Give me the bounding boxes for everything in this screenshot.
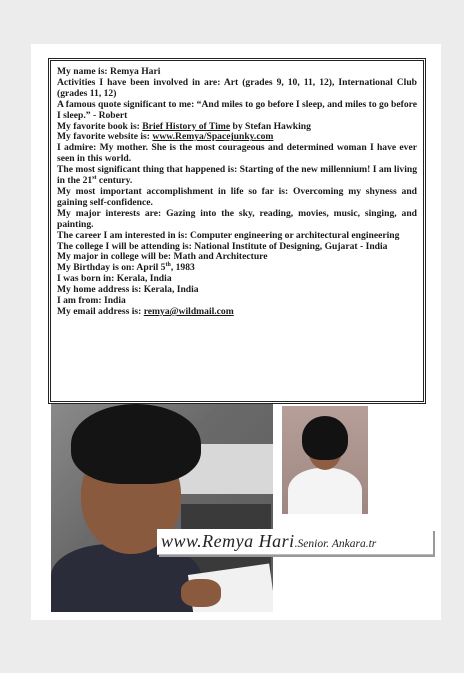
birthday-text: My Birthday is on: April 5	[57, 262, 166, 274]
email-line	[57, 307, 417, 318]
birthday-year: , 1983	[170, 262, 195, 274]
yearbook-page	[31, 44, 441, 620]
favorite-book-label: My favorite book is:	[57, 120, 143, 132]
email-link[interactable]: remya@wildmail.com	[143, 305, 234, 317]
photo-hair	[71, 404, 201, 484]
photo-hand	[181, 579, 221, 607]
born-in-line: I was born in: Kerala, India	[57, 273, 172, 285]
significant-thing-end: century.	[96, 175, 133, 187]
college-line: The college I will be attending is: National Institute of Designing, Gujarat - India	[57, 240, 388, 252]
interests-line: My major interests are: Gazing into the sky, reading, movies, music, singing, and painting.	[57, 207, 417, 230]
significant-thing-text: The most significant thing that happened is: Starting of the new millennium! I am living in the 21	[57, 164, 417, 187]
major-line: My major in college will be: Math and Architecture	[57, 251, 268, 263]
activities-line: Activities I have been involved in are: Art (grades 9, 10, 11, 12), International Club (grades 11, 12)	[57, 76, 417, 99]
significant-thing-line	[57, 165, 417, 187]
birthday-suffix: th	[165, 262, 171, 269]
profile-text-box	[48, 58, 426, 404]
portrait-shirt	[288, 468, 362, 514]
ordinal-suffix: st	[92, 174, 97, 181]
favorite-book-title: Brief History of Time	[142, 120, 231, 132]
portrait-hair	[302, 416, 348, 460]
favorite-website-link[interactable]: www.Remya/Spacejunky.com	[152, 131, 274, 143]
email-label: My email address is:	[57, 305, 144, 317]
from-line: I am from: India	[57, 295, 126, 307]
favorite-website-label: My favorite website is:	[57, 131, 153, 143]
admire-line: I admire: My mother. She is the most courageous and determined woman I have ever seen in this world.	[57, 142, 417, 165]
name-line: My name is: Remya Hari	[57, 66, 161, 77]
career-line: The career I am interested in is: Computer engineering or architectural engineering	[57, 229, 400, 241]
main-photo	[51, 404, 273, 612]
caption-detail: .Senior. Ankara.tr	[294, 538, 377, 550]
accomplishment-line: My most important accomplishment in life so far is: Overcoming my shyness and gaining self-confidence.	[57, 185, 417, 208]
portrait-photo	[282, 406, 368, 514]
caption-name: www.Remya Hari	[161, 531, 295, 551]
favorite-book-author: by Stefan Hawking	[230, 120, 311, 132]
quote-line: A famous quote significant to me: “And miles to go before I sleep, and miles to go before I sleep.” - Robert	[57, 98, 417, 121]
home-address-line: My home address is: Kerala, India	[57, 284, 199, 296]
photo-caption	[157, 529, 433, 555]
